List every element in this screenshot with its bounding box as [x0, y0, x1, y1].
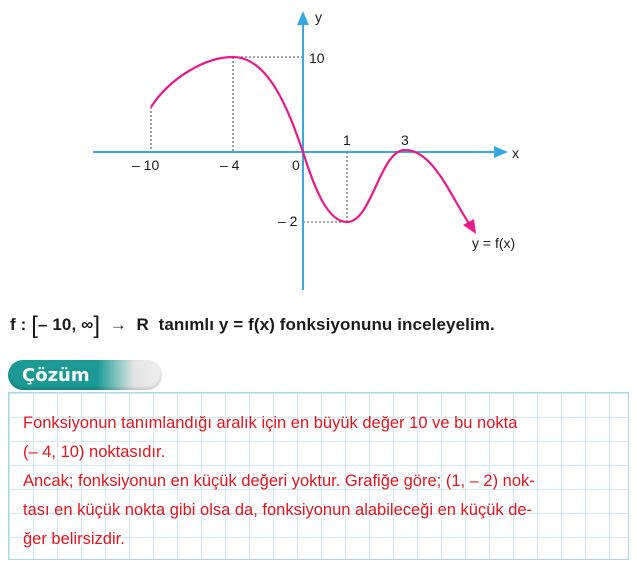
axes: [93, 11, 508, 290]
x-tick-1: 1: [343, 132, 351, 148]
y-tick-minus2: – 2: [278, 213, 298, 229]
origin-label: 0: [292, 157, 300, 173]
solution-label: Çözüm: [22, 365, 90, 386]
y-axis-arrow: [297, 11, 309, 25]
interval-close-bracket: ]: [93, 312, 101, 339]
solution-line: (– 4, 10) noktasıdır.: [23, 443, 166, 461]
interval-open-bracket: [: [31, 312, 38, 339]
function-prefix: f :: [10, 315, 27, 334]
problem-statement: [10, 312, 630, 340]
solution-line: Ancak; fonksiyonun en küçük değeri yoktur. Grafiğe göre; (1, – 2) nok-: [23, 472, 535, 490]
solution-tab: [8, 360, 162, 390]
function-label: y = f(x): [472, 235, 516, 251]
y-tick-10: 10: [309, 50, 325, 66]
solution-line: Fonksiyonun tanımlandığı aralık için en büyük değer 10 ve bu nokta: [23, 414, 518, 432]
x-tick-minus4: – 4: [220, 157, 240, 173]
x-axis-arrow: [494, 146, 508, 158]
x-axis-label: x: [512, 145, 519, 161]
solution-text: [23, 409, 623, 554]
problem-text: tanımlı y = f(x) fonksiyonunu inceleyelim.: [158, 315, 495, 334]
x-tick-minus10: – 10: [132, 157, 160, 173]
maps-to-arrow: →: [109, 315, 127, 334]
solution-box: [8, 392, 629, 560]
y-axis-label: y: [315, 9, 322, 25]
guide-lines: [151, 57, 347, 222]
curve-arrowhead: [463, 219, 476, 234]
solution-line: tası en küçük nokta gibi olsa da, fonksiyonun alabileceği en küçük de-: [23, 501, 533, 519]
codomain: R: [136, 315, 149, 334]
x-tick-3: 3: [401, 132, 409, 148]
domain-interval: – 10, ∞: [37, 315, 94, 334]
function-curve: [151, 57, 470, 225]
solution-line: ğer belirsizdir.: [23, 530, 125, 548]
